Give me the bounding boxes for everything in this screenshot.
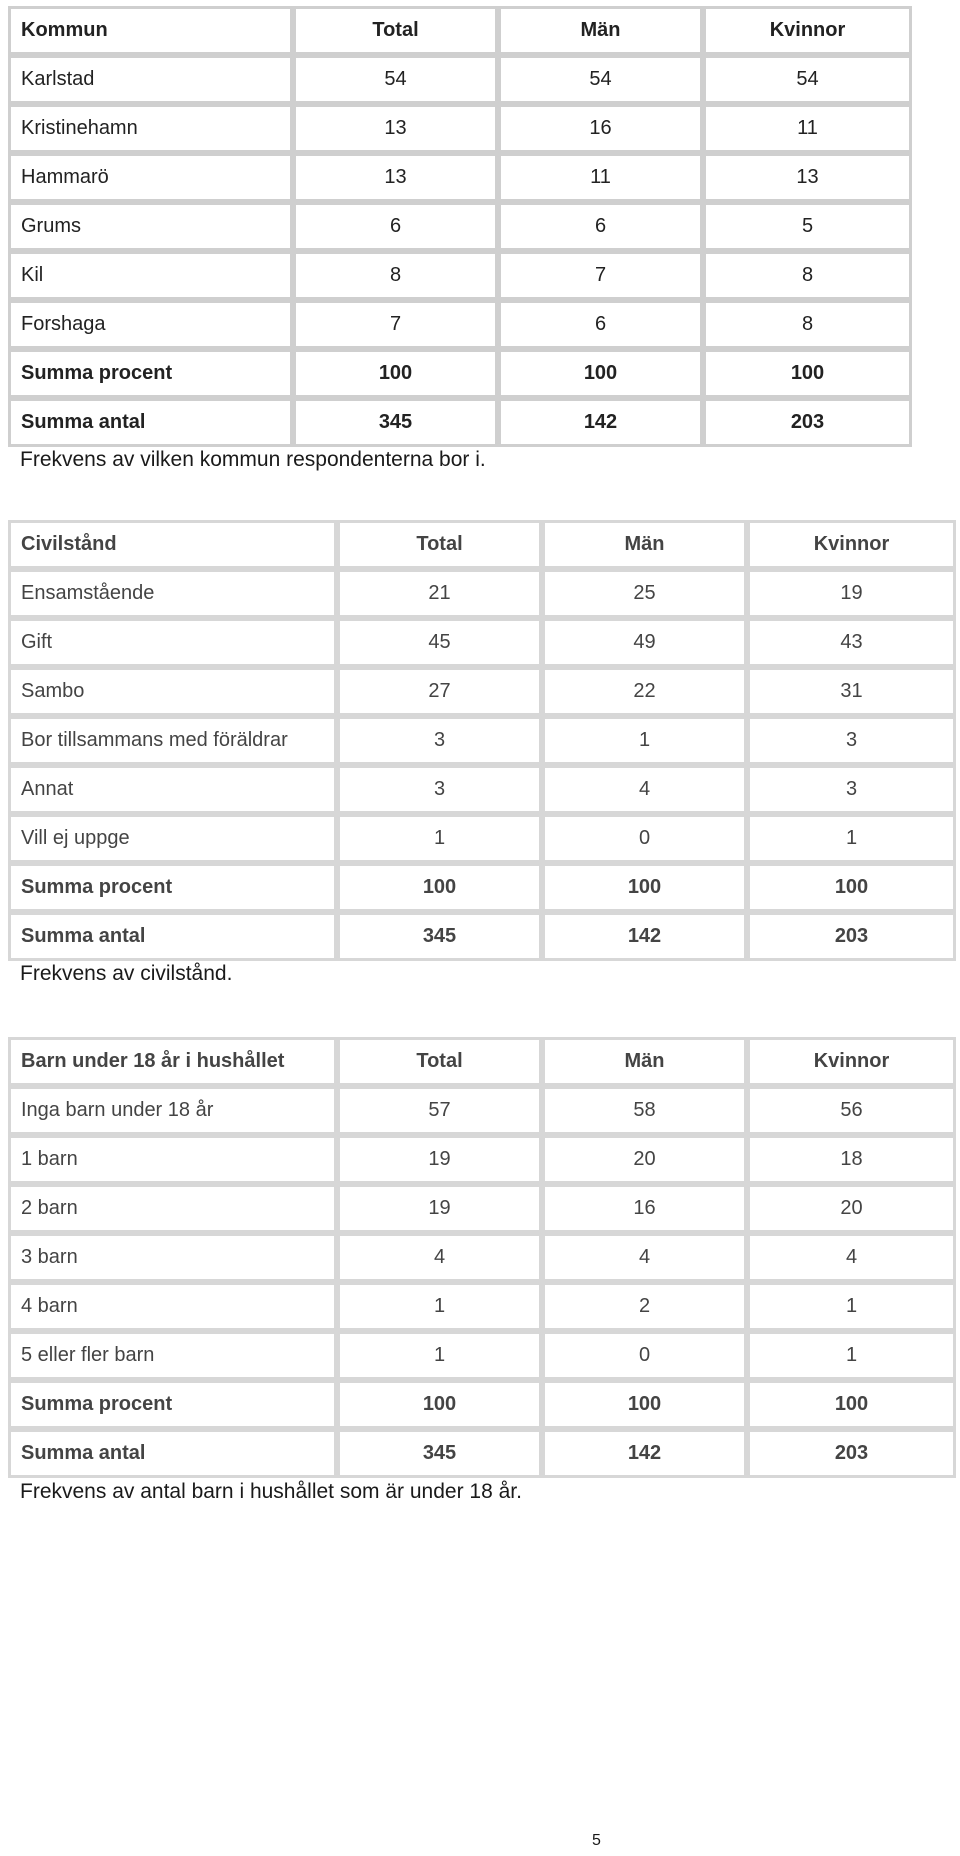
header-cell: Kvinnor (703, 6, 912, 55)
table-header-row (8, 6, 912, 55)
cell-man: 1 (542, 716, 747, 765)
table-caption-barn: Frekvens av antal barn i hushållet som är under 18 år. (20, 1480, 522, 1503)
row-label: 4 barn (8, 1282, 337, 1331)
cell-total: 45 (337, 618, 542, 667)
cell-kvinnor: 1 (747, 1331, 956, 1380)
cell-total: 19 (337, 1184, 542, 1233)
header-cell: Kommun (8, 6, 293, 55)
cell-kvinnor: 20 (747, 1184, 956, 1233)
cell-kvinnor: 4 (747, 1233, 956, 1282)
table-row (8, 251, 912, 300)
table-header-row (8, 1037, 956, 1086)
cell-total: 345 (337, 912, 542, 961)
cell-man: 0 (542, 1331, 747, 1380)
cell-total: 19 (337, 1135, 542, 1184)
cell-total: 27 (337, 667, 542, 716)
header-cell: Civilstånd (8, 520, 337, 569)
table-row (8, 1331, 956, 1380)
cell-man: 142 (498, 398, 703, 447)
cell-total: 13 (293, 104, 498, 153)
table-civilstand (8, 520, 956, 961)
cell-man: 49 (542, 618, 747, 667)
cell-total: 1 (337, 1331, 542, 1380)
table-row-summa-antal (8, 1429, 956, 1478)
cell-man: 22 (542, 667, 747, 716)
page-number: 5 (592, 1832, 601, 1849)
header-cell: Barn under 18 år i hushållet (8, 1037, 337, 1086)
row-label: Summa antal (8, 1429, 337, 1478)
cell-total: 54 (293, 55, 498, 104)
table-row-summa-procent (8, 1380, 956, 1429)
row-label: Kristinehamn (8, 104, 293, 153)
row-label: Bor tillsammans med föräldrar (8, 716, 337, 765)
row-label: Kil (8, 251, 293, 300)
table-row (8, 618, 956, 667)
cell-total: 13 (293, 153, 498, 202)
table-row (8, 814, 956, 863)
table-kommun (8, 6, 912, 447)
row-label: 5 eller fler barn (8, 1331, 337, 1380)
row-label: Annat (8, 765, 337, 814)
cell-kvinnor: 100 (747, 1380, 956, 1429)
cell-total: 8 (293, 251, 498, 300)
row-label: Grums (8, 202, 293, 251)
cell-kvinnor: 56 (747, 1086, 956, 1135)
header-cell: Kvinnor (747, 520, 956, 569)
cell-total: 100 (293, 349, 498, 398)
header-cell: Total (337, 520, 542, 569)
table-header-row (8, 520, 956, 569)
table-row (8, 1184, 956, 1233)
row-label: 1 barn (8, 1135, 337, 1184)
cell-kvinnor: 203 (747, 1429, 956, 1478)
cell-kvinnor: 203 (747, 912, 956, 961)
cell-total: 4 (337, 1233, 542, 1282)
cell-kvinnor: 5 (703, 202, 912, 251)
cell-man: 100 (498, 349, 703, 398)
row-label: Inga barn under 18 år (8, 1086, 337, 1135)
header-cell: Kvinnor (747, 1037, 956, 1086)
cell-kvinnor: 203 (703, 398, 912, 447)
header-cell: Män (542, 520, 747, 569)
cell-total: 345 (337, 1429, 542, 1478)
table-row-summa-antal (8, 398, 912, 447)
header-cell: Total (337, 1037, 542, 1086)
table-row-summa-procent (8, 863, 956, 912)
table-row (8, 153, 912, 202)
cell-kvinnor: 31 (747, 667, 956, 716)
table-barn (8, 1037, 956, 1478)
cell-kvinnor: 11 (703, 104, 912, 153)
cell-man: 4 (542, 1233, 747, 1282)
header-cell: Män (542, 1037, 747, 1086)
row-label: Summa procent (8, 863, 337, 912)
cell-total: 345 (293, 398, 498, 447)
row-label: Summa procent (8, 1380, 337, 1429)
row-label: Vill ej uppge (8, 814, 337, 863)
table-row-summa-antal (8, 912, 956, 961)
cell-total: 100 (337, 1380, 542, 1429)
cell-man: 25 (542, 569, 747, 618)
table-row-summa-procent (8, 349, 912, 398)
row-label: Hammarö (8, 153, 293, 202)
row-label: Summa antal (8, 398, 293, 447)
cell-man: 7 (498, 251, 703, 300)
cell-kvinnor: 3 (747, 765, 956, 814)
cell-total: 3 (337, 765, 542, 814)
row-label: Karlstad (8, 55, 293, 104)
cell-kvinnor: 18 (747, 1135, 956, 1184)
cell-man: 100 (542, 863, 747, 912)
cell-kvinnor: 19 (747, 569, 956, 618)
cell-man: 4 (542, 765, 747, 814)
row-label: Ensamstående (8, 569, 337, 618)
table-caption-civilstand: Frekvens av civilstånd. (20, 962, 233, 985)
table-row (8, 1282, 956, 1331)
cell-total: 100 (337, 863, 542, 912)
row-label: 3 barn (8, 1233, 337, 1282)
cell-kvinnor: 1 (747, 814, 956, 863)
cell-man: 6 (498, 202, 703, 251)
cell-kvinnor: 100 (703, 349, 912, 398)
cell-total: 7 (293, 300, 498, 349)
cell-kvinnor: 8 (703, 300, 912, 349)
cell-man: 16 (542, 1184, 747, 1233)
cell-kvinnor: 1 (747, 1282, 956, 1331)
table-row (8, 1086, 956, 1135)
cell-total: 3 (337, 716, 542, 765)
cell-kvinnor: 8 (703, 251, 912, 300)
cell-man: 142 (542, 912, 747, 961)
row-label: Forshaga (8, 300, 293, 349)
cell-total: 57 (337, 1086, 542, 1135)
row-label: Summa antal (8, 912, 337, 961)
table-row (8, 716, 956, 765)
table-row (8, 1233, 956, 1282)
row-label: Sambo (8, 667, 337, 716)
row-label: 2 barn (8, 1184, 337, 1233)
cell-kvinnor: 3 (747, 716, 956, 765)
cell-total: 21 (337, 569, 542, 618)
cell-man: 58 (542, 1086, 747, 1135)
table-row (8, 55, 912, 104)
cell-kvinnor: 100 (747, 863, 956, 912)
cell-man: 6 (498, 300, 703, 349)
cell-man: 100 (542, 1380, 747, 1429)
row-label: Summa procent (8, 349, 293, 398)
cell-kvinnor: 43 (747, 618, 956, 667)
table-caption-kommun: Frekvens av vilken kommun respondenterna bor i. (20, 448, 486, 471)
row-label: Gift (8, 618, 337, 667)
table-row (8, 569, 956, 618)
cell-man: 11 (498, 153, 703, 202)
cell-man: 16 (498, 104, 703, 153)
cell-total: 6 (293, 202, 498, 251)
table-row (8, 300, 912, 349)
cell-man: 142 (542, 1429, 747, 1478)
header-cell: Total (293, 6, 498, 55)
cell-man: 2 (542, 1282, 747, 1331)
table-row (8, 667, 956, 716)
cell-total: 1 (337, 814, 542, 863)
cell-kvinnor: 54 (703, 55, 912, 104)
cell-man: 54 (498, 55, 703, 104)
table-row (8, 202, 912, 251)
cell-man: 0 (542, 814, 747, 863)
table-row (8, 765, 956, 814)
cell-man: 20 (542, 1135, 747, 1184)
cell-kvinnor: 13 (703, 153, 912, 202)
table-row (8, 104, 912, 153)
table-row (8, 1135, 956, 1184)
cell-total: 1 (337, 1282, 542, 1331)
header-cell: Män (498, 6, 703, 55)
